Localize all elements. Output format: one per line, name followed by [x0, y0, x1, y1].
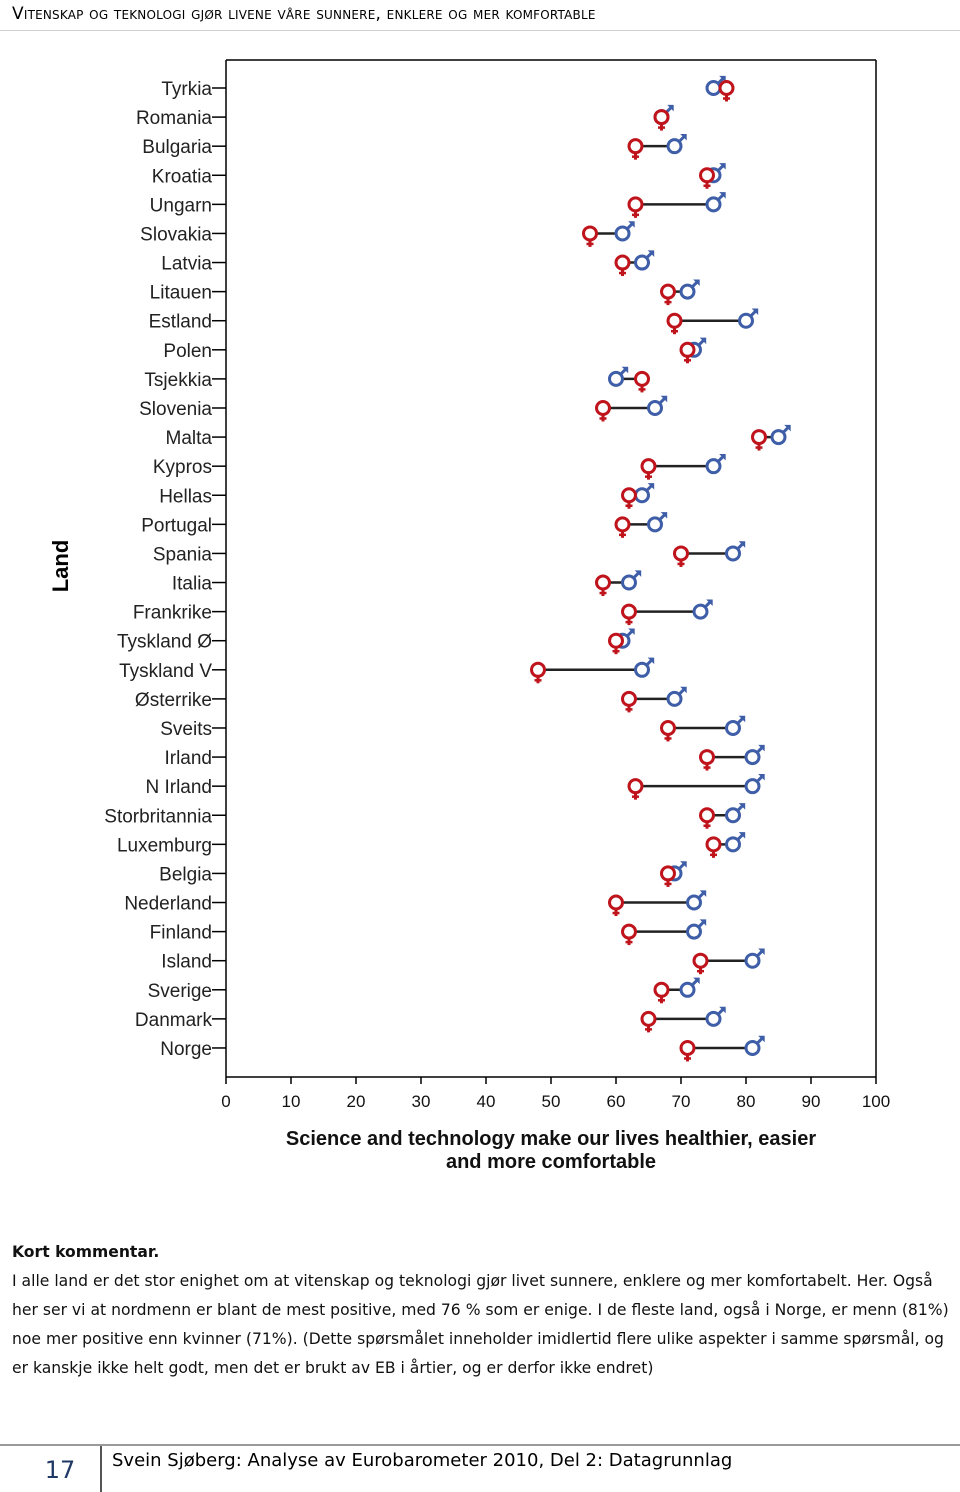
x-tick-label: 50	[541, 1092, 561, 1111]
country-row	[681, 338, 706, 364]
female-marker	[701, 169, 714, 189]
male-marker	[688, 919, 707, 938]
country-row	[675, 541, 746, 567]
male-marker	[727, 541, 746, 560]
female-marker	[616, 256, 629, 276]
male-marker	[610, 367, 629, 386]
male-marker	[623, 570, 642, 589]
female-marker	[701, 751, 714, 771]
chart-country-labels	[104, 79, 212, 1060]
country-row	[681, 1036, 765, 1062]
country-label: Hellas	[159, 486, 212, 508]
country-row	[623, 599, 713, 625]
country-row	[623, 919, 707, 945]
female-marker	[675, 547, 688, 567]
country-label: Romania	[135, 108, 212, 130]
country-row	[701, 803, 746, 829]
male-marker	[727, 803, 746, 822]
male-marker	[649, 512, 668, 531]
country-row	[694, 949, 765, 975]
male-marker	[727, 832, 746, 851]
country-label: Island	[161, 951, 212, 973]
country-row	[610, 367, 649, 393]
male-marker	[740, 309, 759, 328]
country-row	[532, 658, 655, 684]
country-label: Irland	[164, 748, 212, 770]
female-marker	[629, 780, 642, 800]
dumbbell-chart	[0, 40, 960, 1230]
male-marker	[668, 134, 687, 153]
male-marker	[707, 1007, 726, 1026]
x-tick-label: 0	[221, 1092, 231, 1111]
male-marker	[746, 1036, 765, 1055]
female-marker	[655, 983, 668, 1003]
male-marker	[681, 978, 700, 997]
country-label: Litauen	[149, 282, 212, 304]
female-marker	[623, 692, 636, 712]
country-row	[707, 832, 745, 858]
male-marker	[636, 250, 655, 269]
country-row	[662, 279, 700, 305]
country-row	[753, 425, 791, 451]
male-marker	[707, 454, 726, 473]
country-label: Malta	[165, 428, 212, 450]
country-row	[616, 512, 667, 538]
female-marker	[694, 954, 707, 974]
female-marker	[584, 227, 597, 247]
female-marker	[532, 663, 545, 683]
x-tick-label: 30	[411, 1092, 431, 1111]
x-tick-label: 40	[476, 1092, 496, 1111]
country-row	[662, 716, 746, 742]
x-axis-title-line1: Science and technology make our lives healthier, easier	[285, 1128, 817, 1150]
page-header-title: Vitenskap og teknologi gjør livene våre sunnere, enklere og mer komfortable	[12, 4, 596, 24]
country-label: Ungarn	[149, 195, 212, 217]
female-marker	[681, 343, 694, 363]
male-marker	[746, 774, 765, 793]
x-tick-label: 90	[801, 1092, 821, 1111]
country-row	[629, 774, 765, 800]
country-row	[597, 396, 668, 422]
female-marker	[623, 605, 636, 625]
country-label: Sveits	[160, 718, 212, 740]
country-row	[707, 76, 733, 102]
country-label: Latvia	[161, 253, 212, 275]
country-row	[610, 890, 707, 916]
country-row	[610, 629, 635, 655]
male-marker	[616, 221, 635, 240]
female-marker	[707, 838, 720, 858]
female-marker	[681, 1041, 694, 1061]
country-label: Portugal	[141, 515, 212, 537]
male-marker	[649, 396, 668, 415]
country-row	[597, 570, 642, 596]
country-label: Tyskland V	[119, 660, 212, 682]
female-marker	[623, 489, 636, 509]
female-marker	[636, 372, 649, 392]
x-tick-label: 70	[671, 1092, 691, 1111]
country-label: Slovakia	[140, 224, 212, 246]
country-label: Tyrkia	[161, 79, 212, 100]
header-divider	[0, 30, 960, 31]
country-row	[655, 105, 674, 131]
country-row	[616, 250, 654, 276]
male-marker	[727, 716, 746, 735]
country-row	[668, 309, 758, 335]
country-row	[701, 163, 726, 189]
country-row	[662, 861, 687, 887]
country-row	[701, 745, 765, 771]
male-marker	[772, 425, 791, 444]
male-marker	[668, 687, 687, 706]
footer-text: Svein Sjøberg: Analyse av Eurobarometer 2010, Del 2: Datagrunnlag	[112, 1450, 733, 1471]
country-label: Polen	[163, 340, 212, 362]
country-label: Kypros	[152, 457, 212, 479]
country-row	[629, 192, 726, 218]
x-tick-label: 60	[606, 1092, 626, 1111]
x-tick-label: 100	[861, 1092, 891, 1111]
country-row	[623, 687, 687, 713]
country-label: Estland	[148, 311, 212, 333]
female-marker	[629, 140, 642, 160]
male-marker	[681, 279, 700, 298]
female-marker	[662, 867, 675, 887]
female-marker	[597, 401, 610, 421]
male-marker	[636, 483, 655, 502]
country-label: Bulgaria	[142, 137, 212, 159]
country-label: Nederland	[124, 893, 212, 915]
footer-vertical-divider	[100, 1446, 102, 1492]
footer-divider	[0, 1444, 960, 1446]
y-axis-title: Land	[48, 539, 73, 593]
country-label: Tsjekkia	[144, 369, 212, 391]
country-label: Norge	[160, 1038, 212, 1060]
x-tick-label: 10	[281, 1092, 301, 1111]
country-label: Spania	[152, 544, 212, 566]
chart-axes	[212, 60, 890, 1111]
country-row	[642, 1007, 726, 1033]
country-row	[584, 221, 635, 247]
country-label: Sverige	[147, 980, 212, 1002]
country-label: Storbritannia	[104, 806, 212, 828]
page-number: 17	[44, 1456, 76, 1484]
male-marker	[688, 890, 707, 909]
female-marker	[720, 82, 733, 102]
female-marker	[753, 431, 766, 451]
comment-heading: Kort kommentar.	[12, 1243, 160, 1261]
comment-body: I alle land er det stor enighet om at vitenskap og teknologi gjør livet sunnere, enklere og mer komfortabelt. Her. Også her ser vi at nordmenn er blant de mest positive, med 76 % som er enige. I de fleste land, også i Norge, er menn (81%) noe mer positive enn kvinner (71%). (Dette spørsmålet inneholder imidlertid flere ulike aspekter i samme spørsmål, og er kanskje ikke helt godt, men det er brukt av EB i årtier, og er derfor ikke endret)	[12, 1272, 949, 1377]
country-row	[629, 134, 687, 160]
country-row	[623, 483, 655, 509]
female-marker	[642, 1012, 655, 1032]
country-label: Slovenia	[139, 398, 212, 420]
country-label: Østerrike	[134, 689, 212, 711]
female-marker	[662, 721, 675, 741]
country-label: Luxemburg	[116, 835, 212, 857]
country-label: Belgia	[159, 864, 212, 886]
country-label: Frankrike	[132, 602, 212, 624]
female-marker	[623, 925, 636, 945]
female-marker	[597, 576, 610, 596]
male-marker	[707, 192, 726, 211]
female-marker	[610, 896, 623, 916]
female-marker	[642, 460, 655, 480]
female-marker	[655, 111, 668, 131]
male-marker	[694, 599, 713, 618]
female-marker	[662, 285, 675, 305]
female-marker	[616, 518, 629, 538]
country-label: Danmark	[134, 1009, 212, 1031]
female-marker	[610, 634, 623, 654]
male-marker	[746, 745, 765, 764]
country-label: N Irland	[145, 777, 212, 799]
x-tick-label: 20	[346, 1092, 366, 1111]
female-marker	[701, 809, 714, 829]
country-label: Tyskland Ø	[116, 631, 212, 653]
female-marker	[668, 314, 681, 334]
comment-section	[12, 1238, 952, 1383]
male-marker	[746, 949, 765, 968]
country-label: Kroatia	[151, 166, 212, 188]
female-marker	[629, 198, 642, 218]
country-label: Finland	[149, 922, 212, 944]
x-tick-label: 80	[736, 1092, 756, 1111]
male-marker	[636, 658, 655, 677]
country-label: Italia	[171, 573, 212, 595]
x-axis-title-line2: and more comfortable	[445, 1151, 657, 1173]
country-row	[655, 978, 700, 1004]
chart-marks	[532, 76, 791, 1062]
country-row	[642, 454, 726, 480]
